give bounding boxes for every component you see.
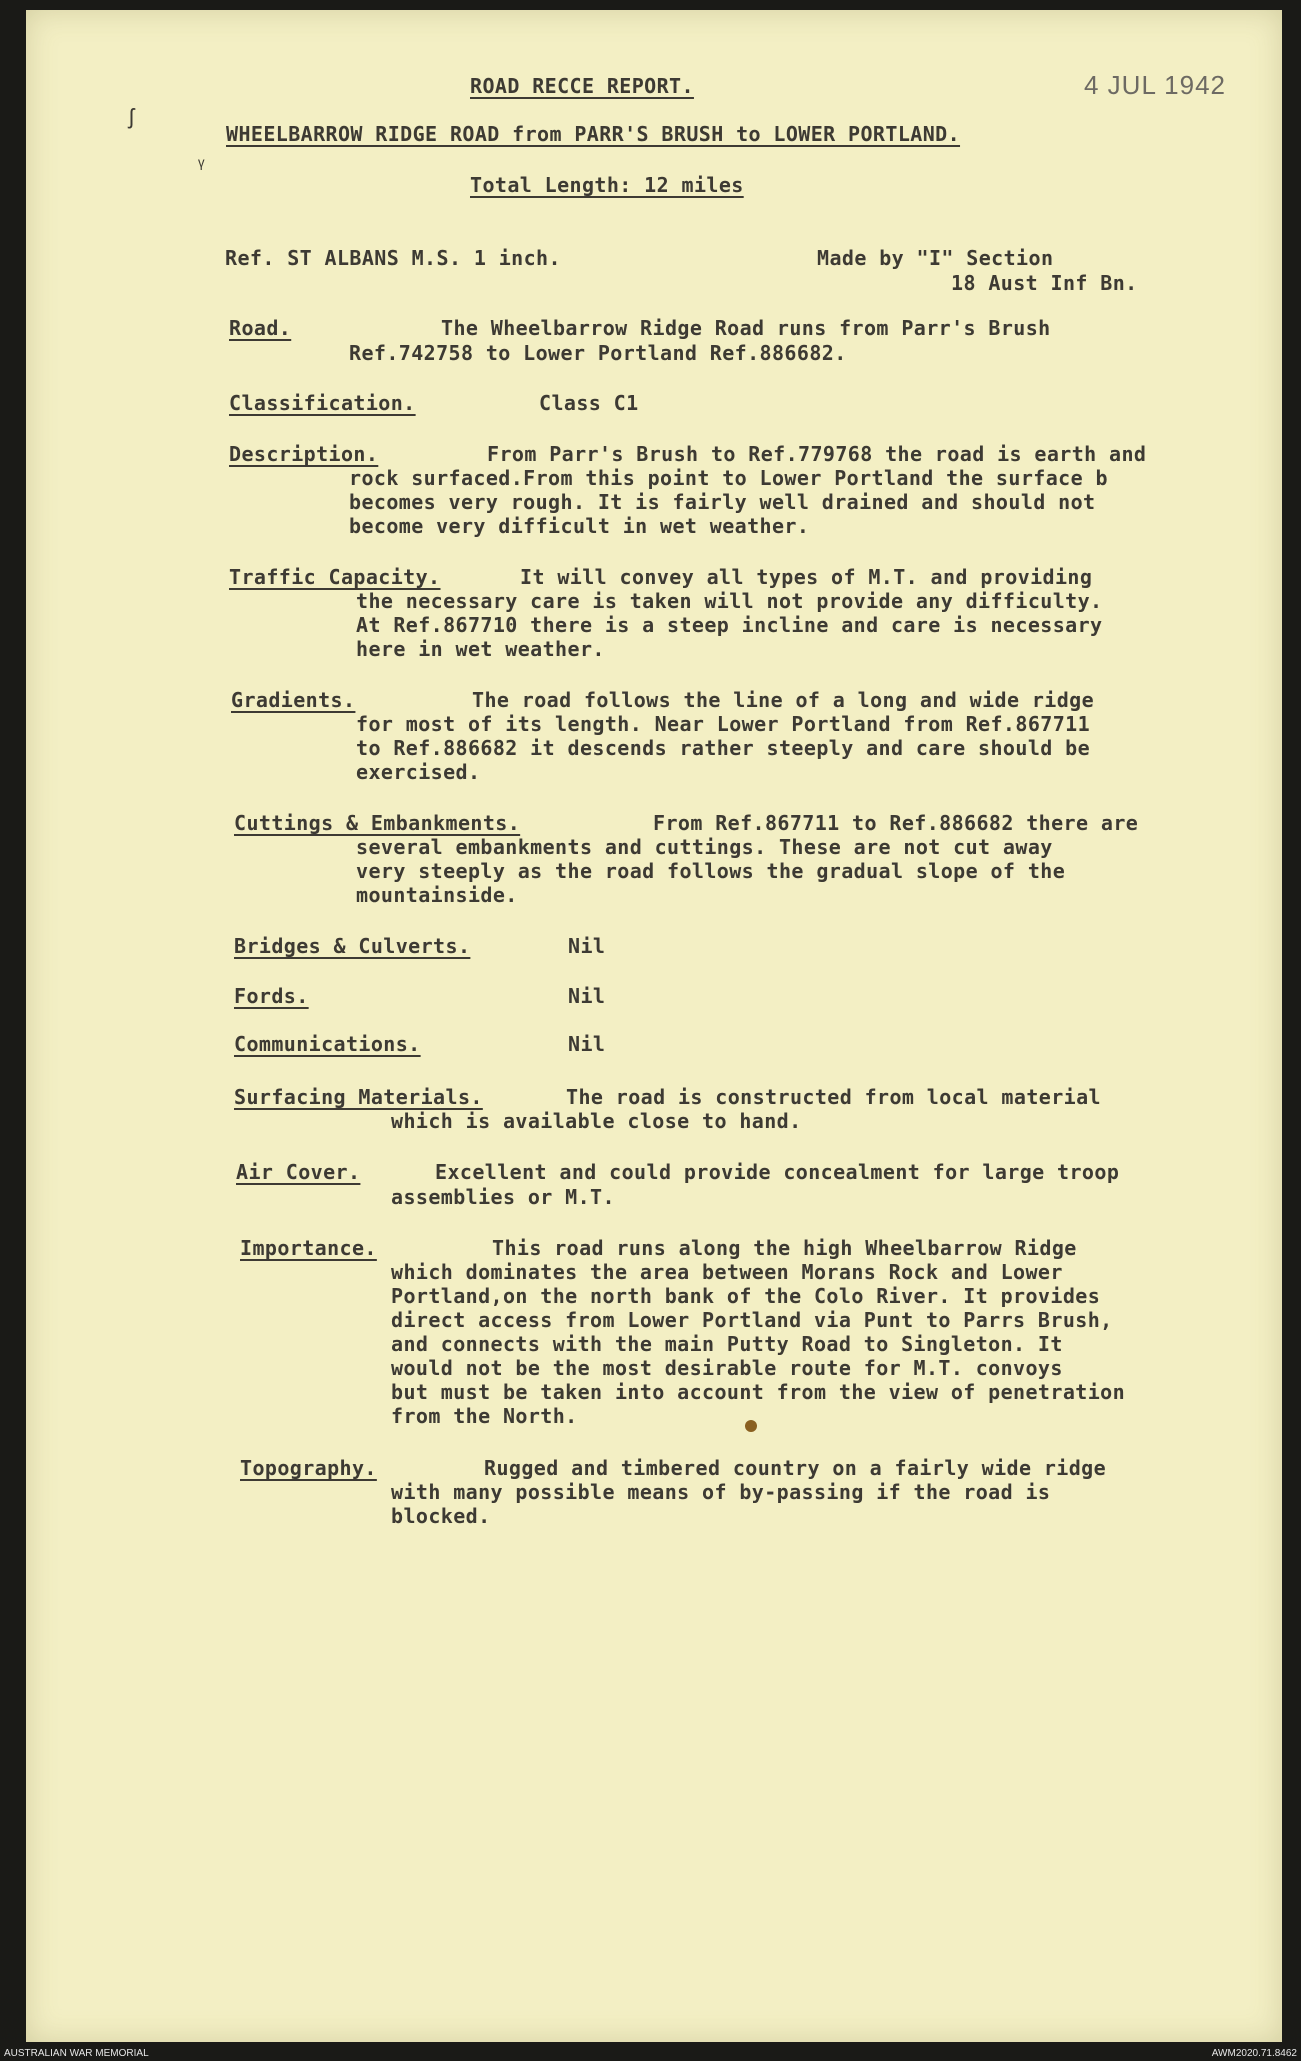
map-reference: Ref. ST ALBANS M.S. 1 inch. [225,246,561,270]
traffic-capacity-line: It will convey all types of M.T. and providing [520,565,1093,589]
traffic-capacity-line: At Ref.867710 there is a steep incline and care is necessary [356,613,1103,637]
traffic-capacity-heading: Traffic Capacity. [229,565,441,589]
fords-value: Nil [568,984,606,1008]
footer-accession-number: AWM2020.71.8462 [1211,2048,1297,2059]
cuttings-line: several embankments and cuttings. These are not cut away [356,835,1053,859]
road-heading: Road. [229,316,292,340]
classification-value: Class C1 [539,391,639,415]
topography-line: with many possible means of by-passing if the road is [391,1480,1051,1504]
importance-line: which dominates the area between Morans Rock and Lower [391,1260,1063,1284]
ink-spot [745,1420,757,1432]
importance-heading: Importance. [240,1236,377,1260]
gradients-line: for most of its length. Near Lower Portland from Ref.867711 [356,712,1091,736]
cuttings-line: mountainside. [356,883,518,907]
pencil-mark-icon: ʃ [129,104,134,129]
fords-heading: Fords. [234,984,309,1008]
report-title: ROAD RECCE REPORT. [470,74,694,98]
made-by-battalion: 18 Aust Inf Bn. [951,271,1138,295]
report-subtitle: WHEELBARROW RIDGE ROAD from PARR'S BRUSH to LOWER PORTLAND. [226,122,961,146]
importance-line: Portland,on the north bank of the Colo River. It provides [391,1284,1101,1308]
description-line: becomes very rough. It is fairly well drained and should not [349,490,1096,514]
traffic-capacity-line: the necessary care is taken will not provide any difficulty. [356,589,1103,613]
topography-line: Rugged and timbered country on a fairly wide ridge [484,1456,1107,1480]
importance-line: direct access from Lower Portland via Punt to Parrs Brush, [391,1308,1113,1332]
air-cover-heading: Air Cover. [236,1160,361,1184]
surfacing-line: The road is constructed from local material [566,1085,1101,1109]
description-line: rock surfaced.From this point to Lower Portland the surface b [349,466,1108,490]
date-stamp: 4 JUL 1942 [1084,70,1227,100]
importance-line: from the North. [391,1404,578,1428]
importance-line: but must be taken into account from the view of penetration [391,1380,1126,1404]
air-cover-line: assemblies or M.T. [391,1185,615,1209]
gradients-line: to Ref.886682 it descends rather steeply and care should be [356,736,1091,760]
description-line: From Parr's Brush to Ref.779768 the road is earth and [487,442,1147,466]
gradients-line: exercised. [356,760,481,784]
traffic-capacity-line: here in wet weather. [356,637,605,661]
importance-line: and connects with the main Putty Road to Singleton. It [391,1332,1063,1356]
air-cover-line: Excellent and could provide concealment for large troop [435,1160,1120,1184]
document-page [26,10,1282,2042]
surfacing-line: which is available close to hand. [391,1109,802,1133]
topography-heading: Topography. [240,1456,377,1480]
cuttings-line: very steeply as the road follows the gradual slope of the [356,859,1066,883]
gradients-heading: Gradients. [231,688,356,712]
communications-heading: Communications. [234,1032,421,1056]
importance-line: This road runs along the high Wheelbarrow Ridge [492,1236,1077,1260]
road-line: Ref.742758 to Lower Portland Ref.886682. [349,341,847,365]
bridges-heading: Bridges & Culverts. [234,934,471,958]
bridges-value: Nil [568,934,606,958]
made-by-section: Made by "I" Section [817,246,1054,270]
description-line: become very difficult in wet weather. [349,514,810,538]
communications-value: Nil [568,1032,606,1056]
importance-line: would not be the most desirable route for M.T. convoys [391,1356,1063,1380]
total-length: Total Length: 12 miles [470,173,744,197]
description-heading: Description. [229,442,379,466]
cuttings-heading: Cuttings & Embankments. [234,811,521,835]
cuttings-line: From Ref.867711 to Ref.886682 there are [653,811,1139,835]
classification-heading: Classification. [229,391,416,415]
footer-institution: AUSTRALIAN WAR MEMORIAL [4,2048,149,2059]
gradients-line: The road follows the line of a long and wide ridge [472,688,1095,712]
surfacing-heading: Surfacing Materials. [234,1085,483,1109]
road-line: The Wheelbarrow Ridge Road runs from Parr's Brush [441,316,1051,340]
topography-line: blocked. [391,1504,491,1528]
pencil-tick-icon: ᵞ [198,155,205,177]
